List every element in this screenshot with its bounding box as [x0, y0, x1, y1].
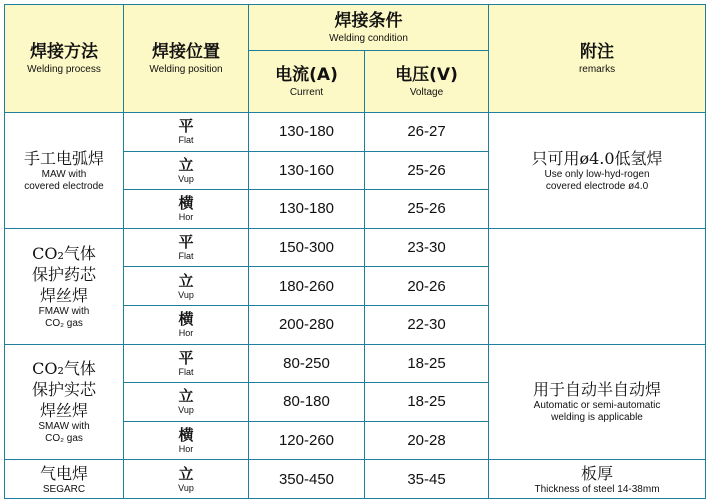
current-value: 120-260 [249, 421, 365, 460]
header-welding-position [124, 5, 249, 113]
header-welding-position-cn: 焊接位置 [152, 42, 220, 62]
header-welding-process [5, 5, 124, 113]
welding-method-cn: 焊丝焊 [39, 401, 88, 421]
voltage-value: 20-28 [365, 421, 489, 460]
remark-en: Use only low-hyd-rogen [544, 168, 650, 180]
welding-method-cell [5, 113, 124, 229]
welding-method-en: covered electrode [24, 180, 104, 192]
voltage-value: 18-25 [365, 344, 489, 383]
table-row [5, 460, 706, 499]
header-current-en: Current [289, 87, 324, 98]
position-cn: 立 [178, 155, 194, 174]
table-body [5, 113, 706, 499]
welding-method-en: MAW with [41, 168, 87, 180]
remark-en: Thickness of steel 14-38mm [534, 483, 660, 495]
position-cn: 横 [178, 310, 194, 329]
position-en: Vup [178, 289, 194, 300]
header-welding-condition-cn: 焊接条件 [334, 11, 403, 31]
current-value: 150-300 [249, 228, 365, 267]
position-en: Hor [178, 444, 194, 455]
voltage-value: 35-45 [365, 460, 489, 499]
remark-cell [489, 228, 706, 344]
position-cn: 平 [178, 117, 194, 136]
remark-en: Automatic or semi-automatic [533, 400, 661, 412]
position-en: Vup [178, 405, 194, 416]
position-cn: 立 [178, 464, 194, 483]
header-remarks [489, 5, 706, 113]
current-value: 180-260 [249, 267, 365, 306]
remark-cell [489, 344, 706, 460]
header-welding-process-cn: 焊接方法 [30, 42, 98, 62]
position-cn: 平 [178, 233, 194, 252]
position-cell [124, 305, 249, 344]
position-cn: 平 [178, 348, 194, 367]
position-cn: 横 [178, 194, 194, 213]
table-row [5, 113, 706, 152]
position-cell [124, 151, 249, 190]
position-cell [124, 113, 249, 152]
voltage-value: 26-27 [365, 113, 489, 152]
voltage-value: 25-26 [365, 190, 489, 229]
remark-cn: 只可用ø4.0低氢焊 [531, 148, 663, 168]
position-cell [124, 383, 249, 422]
current-value: 80-250 [249, 344, 365, 383]
header-remarks-en: remarks [578, 64, 616, 75]
welding-method-en: CO₂ gas [45, 433, 83, 445]
position-en: Flat [178, 366, 194, 377]
current-value: 130-160 [249, 151, 365, 190]
welding-conditions-table [4, 4, 706, 499]
header-welding-condition-en: Welding condition [329, 33, 408, 44]
position-cell [124, 344, 249, 383]
header-current [249, 51, 365, 113]
header-welding-position-en: Welding position [149, 64, 223, 75]
welding-method-en: CO₂ gas [45, 317, 83, 329]
remark-cn: 用于自动半自动焊 [533, 380, 662, 400]
remark-cell [489, 113, 706, 229]
remark-cn: 板厚 [581, 463, 614, 483]
welding-method-en: SEGARC [42, 483, 86, 495]
welding-method-en: SMAW with [38, 421, 90, 433]
welding-method-en: FMAW with [38, 305, 90, 317]
position-en: Flat [178, 135, 194, 146]
position-en: Hor [178, 212, 194, 223]
position-cell [124, 460, 249, 499]
welding-method-cn: CO₂气体 [32, 243, 96, 263]
remark-en: covered electrode ø4.0 [545, 180, 649, 192]
position-cell [124, 421, 249, 460]
voltage-value: 18-25 [365, 383, 489, 422]
current-value: 130-180 [249, 190, 365, 229]
position-en: Vup [178, 173, 194, 184]
welding-method-cn: 焊丝焊 [39, 285, 88, 305]
remark-en: welding is applicable [551, 412, 643, 424]
position-cn: 立 [178, 387, 194, 406]
welding-method-cn: CO₂气体 [32, 359, 96, 379]
welding-method-cn: 手工电弧焊 [23, 148, 104, 168]
welding-method-cell [5, 344, 124, 460]
voltage-value: 22-30 [365, 305, 489, 344]
position-cell [124, 228, 249, 267]
current-value: 130-180 [249, 113, 365, 152]
welding-method-cell [5, 460, 124, 499]
header-voltage [365, 51, 489, 113]
position-en: Hor [178, 328, 194, 339]
position-cell [124, 267, 249, 306]
welding-method-cn: 保护药芯 [31, 264, 96, 284]
header-welding-process-en: Welding process [27, 64, 101, 75]
remark-cell [489, 460, 706, 499]
table-row [5, 228, 706, 267]
header-welding-condition [249, 5, 489, 51]
voltage-value: 20-26 [365, 267, 489, 306]
current-value: 80-180 [249, 383, 365, 422]
header-current-cn: 电流(A) [275, 65, 338, 85]
voltage-value: 23-30 [365, 228, 489, 267]
position-cell [124, 190, 249, 229]
position-cn: 横 [178, 426, 194, 445]
welding-method-cell [5, 228, 124, 344]
voltage-value: 25-26 [365, 151, 489, 190]
welding-method-cn: 气电焊 [39, 463, 88, 483]
position-en: Vup [178, 482, 194, 493]
position-cn: 立 [178, 271, 194, 290]
welding-method-cn: 保护实芯 [31, 380, 96, 400]
current-value: 350-450 [249, 460, 365, 499]
header-remarks-cn: 附注 [580, 42, 615, 62]
position-en: Flat [178, 251, 194, 262]
current-value: 200-280 [249, 305, 365, 344]
table-row [5, 344, 706, 383]
header-voltage-cn: 电压(V) [395, 65, 458, 85]
header-voltage-en: Voltage [409, 87, 444, 98]
